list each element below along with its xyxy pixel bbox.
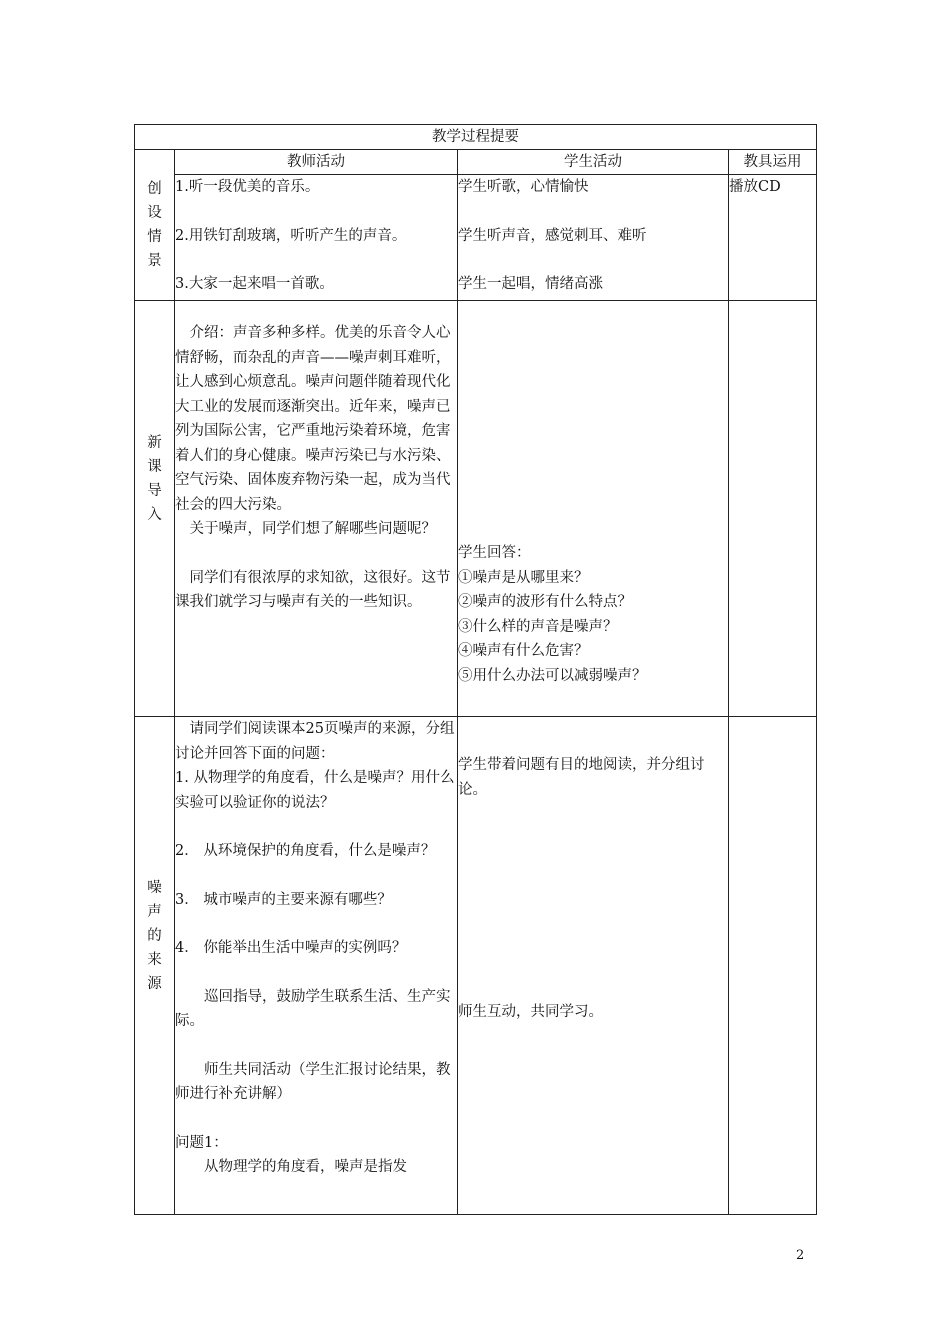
student-cell-scenario: 学生听歌，心情愉快 学生听声音，感觉刺耳、难听 学生一起唱，情绪高涨 <box>458 175 729 301</box>
tools-cell-new-lesson <box>729 301 817 717</box>
lesson-process-table <box>134 124 817 1215</box>
header-teaching-tools: 教具运用 <box>729 150 817 175</box>
teacher-cell-scenario: 1.听一段优美的音乐。 2.用铁钉刮玻璃，听听产生的声音。 3.大家一起来唱一首歌。 <box>175 175 458 301</box>
tools-cell-noise-source <box>729 717 817 1215</box>
header-student-activity: 学生活动 <box>458 150 729 175</box>
student-cell-new-lesson: 学生回答： ①噪声是从哪里来？ ②噪声的波形有什么特点？ ③什么样的声音是噪声？ ④噪声有什么危害？ ⑤用什么办法可以减弱噪声？ <box>458 301 729 717</box>
teacher-cell-new-lesson: 介绍：声音多种多样。优美的乐音令人心情舒畅，而杂乱的声音——噪声刺耳难听，让人感到心烦意乱。噪声问题伴随着现代化大工业的发展而逐渐突出。近年来，噪声已列为国际公害，它严重地污染着环境，危害着人们的身心健康。噪声污染已与水污染、空气污染、固体废弃物污染一起，成为当代社会的四大污染。 关于噪声，同学们想了解哪些问题呢？ 同学们有很浓厚的求知欲，这很好。这节课我们就学习与噪声有关的一些知识。 <box>175 301 458 717</box>
student-cell-noise-source: 学生带着问题有目的地阅读，并分组讨论。 师生互动，共同学习。 <box>458 717 729 1215</box>
tools-cell-scenario: 播放CD <box>729 175 817 301</box>
table-title: 教学过程提要 <box>135 125 817 150</box>
teacher-cell-noise-source: 请同学们阅读课本25页噪声的来源，分组讨论并回答下面的问题： 1. 从物理学的角度看，什么是噪声？用什么实验可以验证你的说法？ 2． 从环境保护的角度看，什么是噪声？ 3． 城市噪声的主要来源有哪些？ 4． 你能举出生活中噪声的实例吗？ 巡回指导，鼓励学生联系生活、生产实际。 师生共同活动（学生汇报讨论结果，教师进行补充讲解） 问题1： 从物理学的角度看，噪声是指发 <box>175 717 458 1215</box>
section-label-new-lesson: 新 课 导 入 <box>135 301 175 717</box>
section-label-scenario: 创 设 情 景 <box>135 150 175 301</box>
page-number: 2 <box>796 1248 805 1263</box>
header-teacher-activity: 教师活动 <box>175 150 458 175</box>
section-label-noise-source: 噪 声 的 来 源 <box>135 717 175 1215</box>
